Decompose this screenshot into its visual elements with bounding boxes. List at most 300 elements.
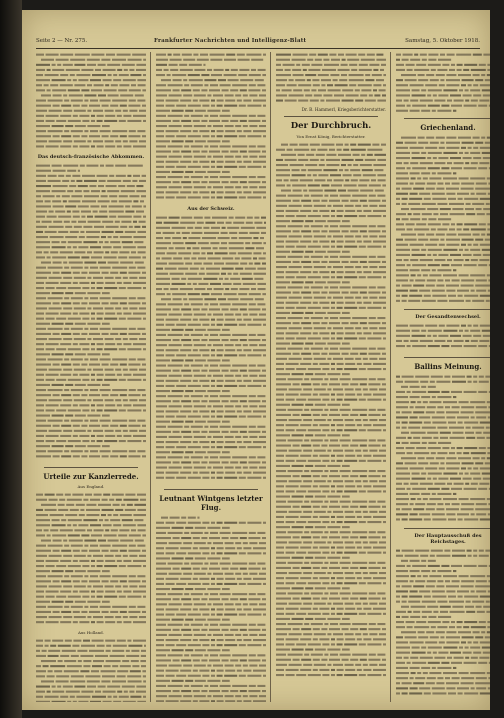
print-word [123,145,131,147]
print-word [308,552,321,554]
print-word [422,203,436,205]
print-word [480,295,490,297]
print-word [129,100,136,102]
print-word [173,79,182,81]
print-word [247,354,261,356]
print-word [303,69,307,71]
print-word [211,522,215,524]
print-word [140,660,146,662]
print-word [423,575,428,577]
print-word [436,555,450,557]
print-word [60,145,71,147]
print-word [304,286,309,288]
print-word [340,592,351,594]
print-word [243,542,248,544]
print-word [91,120,95,122]
print-word [452,550,465,552]
print-word [363,363,371,365]
print-word [98,185,104,187]
print-word [102,333,109,335]
print-word [276,511,287,513]
print-word [166,552,175,554]
print-word [464,167,477,169]
print-word [193,598,200,600]
print-word [288,225,303,227]
print-word [292,557,304,559]
print-word [259,573,266,575]
print-word [289,205,302,207]
print-word [290,144,298,146]
print-word [367,613,381,615]
print-word [193,639,198,641]
print-word [168,654,183,656]
print-word [363,603,368,605]
print-word [36,384,50,386]
print-word [313,302,318,304]
print-word [36,455,51,457]
print-word [217,547,224,549]
print-word [412,89,420,91]
print-word [483,54,490,56]
print-word [440,213,448,215]
print-word [74,529,85,531]
print-word [93,430,103,432]
print-word [396,422,400,424]
print-word [480,467,490,469]
print-word [422,442,427,444]
article-body [396,52,490,114]
print-word [426,188,435,190]
print-word [313,608,318,610]
print-word [262,629,266,631]
print-word [81,333,87,335]
print-word [105,585,114,587]
print-word [288,501,303,503]
print-word [468,244,472,246]
print-word [458,596,463,598]
print-word [421,110,430,112]
print-word [432,172,436,174]
print-word [166,196,175,198]
print-word [458,234,471,236]
print-word [373,669,386,671]
print-word [176,105,186,107]
print-word [143,287,146,289]
print-word [471,100,478,102]
print-word [321,414,327,416]
print-word [349,74,364,76]
print-word [431,69,436,71]
print-word [478,565,487,567]
print-word [286,577,299,579]
print-word [156,375,167,377]
print-word [142,580,146,582]
print-word [80,231,84,233]
print-word [36,277,47,279]
print-word [141,195,146,197]
print-word [161,517,168,519]
print-word [357,485,362,487]
print-word [412,157,426,159]
print-word [191,303,203,305]
print-word [201,370,207,372]
print-word [480,147,490,149]
print-word [52,323,64,325]
print-word [117,374,122,376]
print-word [58,660,63,662]
print-word [292,312,304,314]
print-word [276,572,287,574]
print-word [123,616,128,618]
print-word [314,327,326,329]
print-word [119,74,129,76]
print-word [168,563,183,565]
print-word [97,379,103,381]
print-word [410,279,414,281]
print-word [67,665,82,667]
print-word [219,278,223,280]
print-word [247,385,261,387]
print-word [358,144,371,146]
print-word [463,228,469,230]
print-word [344,246,357,248]
print-word [257,563,265,565]
print-word [232,115,247,117]
print-word [217,100,224,102]
print-word [465,89,469,91]
print-word [488,279,490,281]
print-word [412,152,420,154]
print-word [101,59,110,61]
print-word [313,261,320,263]
print-word [448,596,456,598]
print-word [359,368,366,370]
print-word [281,154,296,156]
print-word [262,461,266,463]
print-word [253,273,266,275]
print-word [111,251,118,253]
print-word [276,649,290,651]
print-word [100,297,111,299]
print-word [305,94,312,96]
print-word [91,54,104,56]
print-word [428,442,436,444]
print-word [67,499,82,501]
print-word [95,216,108,218]
print-word [233,273,238,275]
print-word [71,675,84,677]
print-word [346,94,359,96]
print-word [73,333,80,335]
print-word [169,634,182,636]
print-word [73,621,78,623]
print-word [173,431,180,433]
print-word [419,513,430,515]
print-word [104,256,117,258]
print-word [357,547,362,549]
print-word [173,257,182,259]
print-word [182,54,192,56]
print-word [249,695,257,697]
print-word [448,198,456,200]
print-word [129,606,136,608]
print-word [248,568,260,570]
print-word [448,295,456,297]
print-word [191,532,203,534]
print-word [358,54,365,56]
print-word [410,269,420,271]
print-word [475,636,483,638]
print-word [221,242,227,244]
print-word [441,264,449,266]
print-word [449,452,455,454]
print-word [113,504,120,506]
print-word [257,426,265,428]
print-word [184,532,189,534]
print-word [119,200,132,202]
print-word [52,190,66,192]
print-word [75,415,86,417]
print-word [204,685,208,687]
print-word [131,529,136,531]
print-word [225,639,235,641]
print-word [168,395,183,397]
print-word [487,74,490,76]
print-word [296,215,306,217]
print-word [172,451,184,453]
print-word [193,380,198,382]
print-word [303,480,312,482]
print-word [411,177,416,179]
print-word [91,379,95,381]
print-word [79,591,89,593]
print-word [75,292,86,294]
print-word [415,279,425,281]
print-word [69,94,83,96]
print-word [428,223,441,225]
print-word [169,94,182,96]
print-word [396,682,400,684]
print-word [371,179,376,181]
print-word [122,660,129,662]
print-word [225,100,235,102]
print-word [453,570,456,572]
print-word [305,434,313,436]
print-word [56,348,66,350]
print-word [470,330,480,332]
print-word [202,385,209,387]
print-word [331,638,335,640]
print-word [467,376,472,378]
print-word [313,598,320,600]
print-word [470,401,485,403]
print-word [187,227,193,229]
print-word [137,267,145,269]
print-word [243,319,251,321]
print-word [169,314,182,316]
print-word [243,405,248,407]
print-word [355,572,361,574]
print-word [225,547,235,549]
print-word [97,313,104,315]
print-word [414,54,418,56]
article-headline: Das deutsch-französische Abkommen. [37,154,145,160]
print-word [433,652,437,654]
print-word [327,450,331,452]
print-word [104,89,117,91]
print-word [304,501,309,503]
print-word [410,590,418,592]
print-word [60,404,71,406]
print-word [141,650,146,652]
print-word [464,692,478,694]
print-word [369,572,377,574]
print-word [259,94,266,96]
print-word [243,670,251,672]
print-word [136,69,146,71]
print-word [91,560,95,562]
print-word [369,195,376,197]
print-word [473,234,480,236]
print-word [437,493,451,495]
print-word [259,375,266,377]
print-word [110,519,120,521]
print-word [251,288,256,290]
print-word [183,634,192,636]
print-word [156,436,167,438]
print-word [143,379,146,381]
print-word [369,480,377,482]
print-word [239,135,246,137]
print-word [308,368,321,370]
print-word [433,213,438,215]
print-word [181,400,191,402]
print-word [446,137,456,139]
print-word [36,655,46,657]
print-word [462,142,474,144]
print-word [156,130,164,132]
print-word [428,54,438,56]
print-word [209,537,220,539]
print-word [409,422,422,424]
print-word [396,411,400,413]
print-word [410,259,418,261]
print-word [194,69,205,71]
print-word [379,297,386,299]
print-word [110,611,118,613]
print-word [181,308,191,310]
print-word [211,227,220,229]
print-word [276,455,284,457]
print-word [382,200,386,202]
print-word [217,477,223,479]
print-word [377,531,385,533]
print-word [87,430,91,432]
print-word [105,313,115,315]
print-word [342,496,350,498]
print-word [311,531,323,533]
print-word [314,235,326,237]
print-word [327,235,331,237]
print-word [59,499,65,501]
print-word [470,152,480,154]
print-word [305,312,313,314]
print-word [327,664,331,666]
print-word [98,94,106,96]
print-word [396,223,404,225]
print-word [93,277,103,279]
print-word [263,583,266,585]
print-word [87,277,91,279]
print-word [479,447,486,449]
print-word [224,166,237,168]
print-word [405,142,417,144]
print-word [87,415,100,417]
print-word [117,404,122,406]
print-word [156,685,166,687]
print-word [102,292,110,294]
print-word [337,582,343,584]
print-word [333,450,343,452]
print-word [222,171,230,173]
print-word [203,64,205,66]
print-word [100,389,111,391]
print-word [363,205,368,207]
print-word [413,682,424,684]
print-word [248,89,260,91]
print-word [49,140,62,142]
print-word [225,380,235,382]
print-word [217,319,224,321]
print-word [93,110,103,112]
print-word [165,237,171,239]
print-word [36,575,46,577]
print-word [396,172,408,174]
print-word [329,506,340,508]
print-word [203,263,212,265]
print-word [166,477,175,479]
print-word [72,211,79,213]
print-word [440,208,451,210]
print-word [172,390,184,392]
print-word [237,54,245,56]
print-word [352,562,367,564]
print-word [276,659,291,661]
print-word [345,363,355,365]
print-word [452,381,466,383]
print-word [243,547,251,549]
print-word [188,644,201,646]
print-word [81,425,87,427]
print-word [434,259,445,261]
print-word [193,670,198,672]
print-word [239,196,246,198]
print-word [410,580,414,582]
print-word [248,400,260,402]
print-word [476,606,482,608]
print-word [93,555,103,557]
print-word [140,200,144,202]
print-word [430,142,439,144]
print-word [74,84,85,86]
print-word [327,511,331,513]
print-word [350,169,360,171]
print-word [451,565,462,567]
print-word [231,237,237,239]
print-word [465,647,469,649]
print-word [189,79,203,81]
print-word [335,84,348,86]
